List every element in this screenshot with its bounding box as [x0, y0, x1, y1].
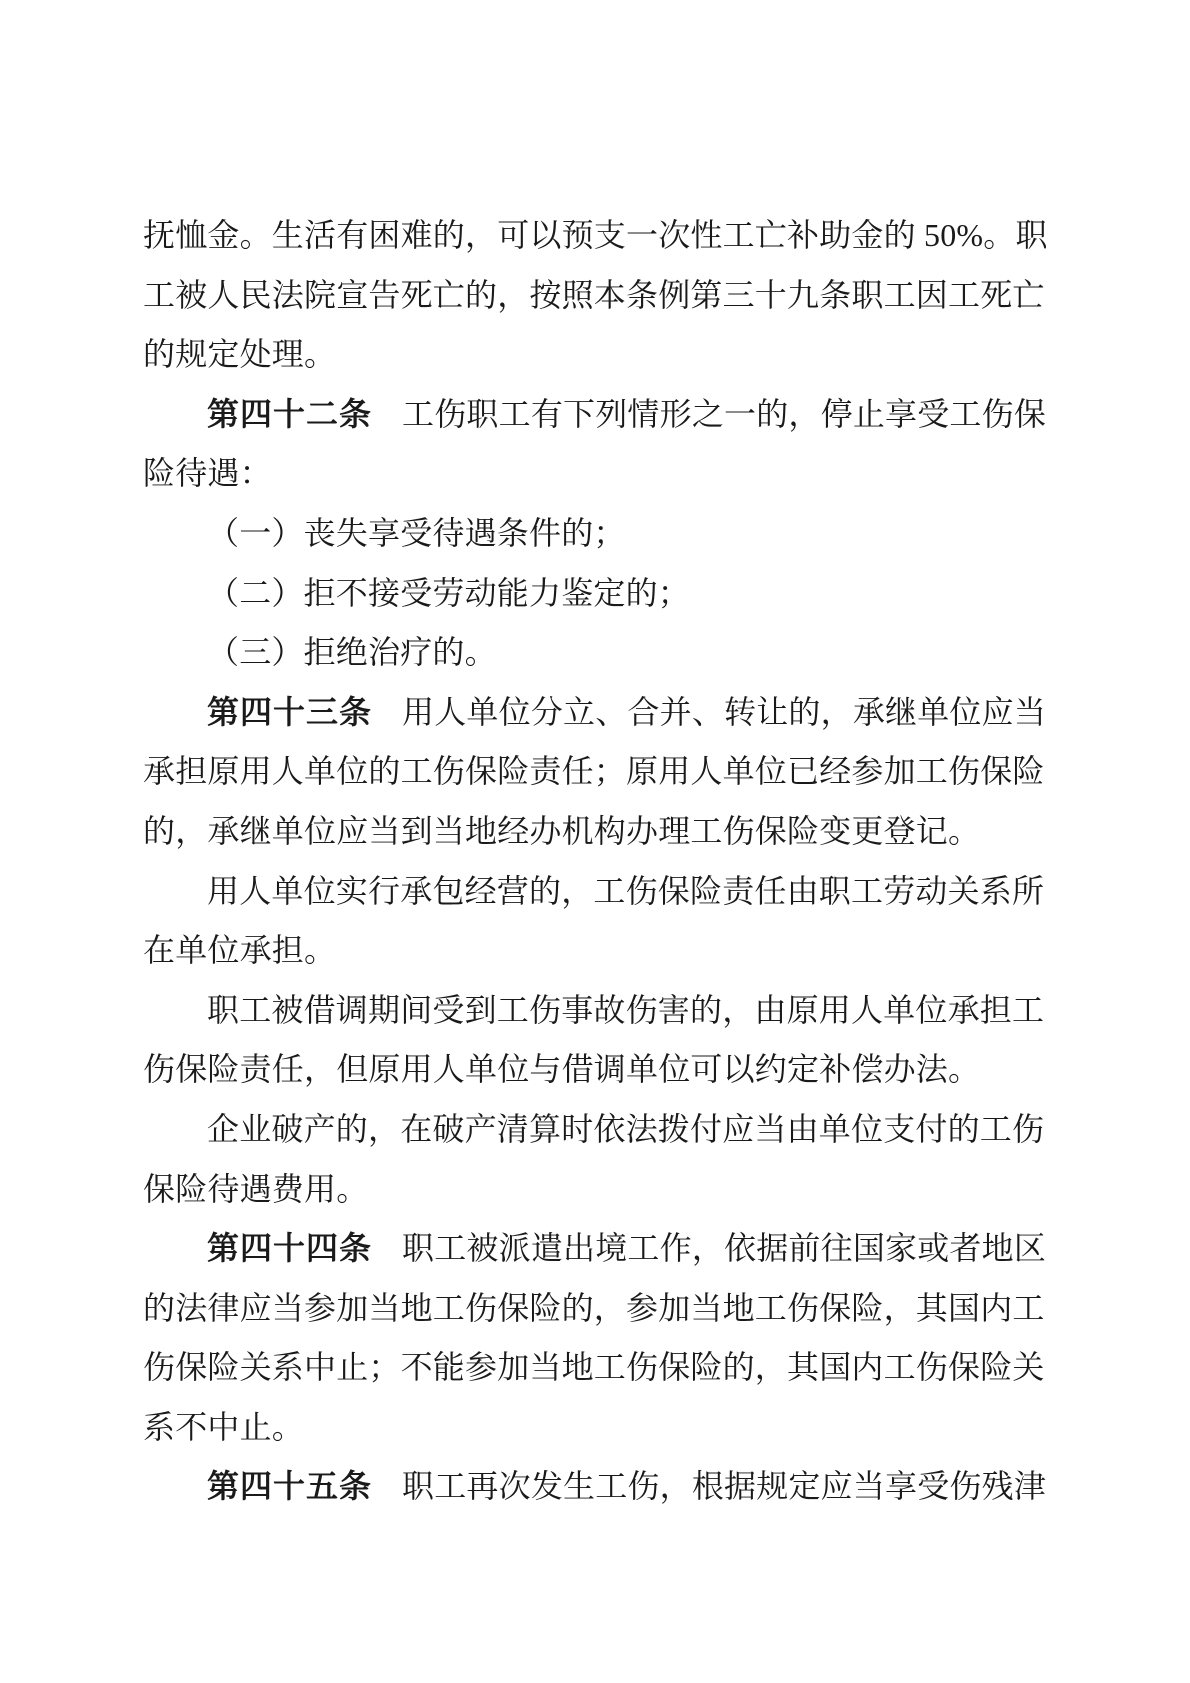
line-text: 工伤职工有下列情形之一的，停止享受工伤保: [402, 395, 1047, 432]
article-number: 第四十三条: [207, 693, 373, 730]
paragraph: [143, 385, 1047, 504]
paragraph: [143, 564, 1044, 624]
text-line: [143, 862, 1044, 922]
article-number: 第四十四条: [207, 1230, 373, 1267]
line-text: 职工被派遣出境工作，依据前往国家或者地区: [402, 1230, 1047, 1267]
paragraph: [143, 504, 1044, 564]
article-number: 第四十五条: [207, 1468, 373, 1505]
line-text: 企业破产的，在破产清算时依法拨付应当由单位支付的工伤: [207, 1110, 1045, 1147]
paragraph: [143, 862, 1044, 981]
text-line: [143, 1040, 1044, 1100]
paragraph: [143, 623, 1044, 683]
text-line: [143, 564, 1044, 624]
text-line: [143, 385, 1047, 445]
paragraph: [143, 981, 1044, 1100]
text-line: [143, 444, 1044, 504]
line-text: 的法律应当参加当地工伤保险的，参加当地工伤保险，其国内工: [143, 1289, 1045, 1326]
line-text: 抚恤金。生活有困难的，可以预支一次性工亡补助金的 50%。职: [143, 217, 1048, 253]
text-line: [143, 1398, 1044, 1458]
line-text: 工被人民法院宣告死亡的，按照本条例第三十九条职工因工死亡: [143, 276, 1045, 313]
text-line: [143, 742, 1044, 802]
text-line: [143, 921, 1044, 981]
text-line: [143, 1100, 1044, 1160]
line-text: 伤保险责任，但原用人单位与借调单位可以约定补偿办法。: [143, 1051, 981, 1088]
line-text: （二）拒不接受劳动能力鉴定的；: [207, 574, 691, 611]
text-line: [143, 802, 1044, 862]
text-line: [143, 981, 1044, 1041]
line-text: 险待遇：: [143, 455, 272, 492]
text-line: [143, 1457, 1047, 1517]
text-line: [143, 266, 1044, 326]
text-line: [143, 504, 1044, 564]
line-text: （一）丧失享受待遇条件的；: [207, 514, 626, 551]
text-line: [143, 1160, 1044, 1220]
text-line: [143, 1279, 1044, 1339]
line-text: （三）拒绝治疗的。: [207, 634, 497, 671]
document-body: [143, 206, 1048, 1517]
line-text: 的规定处理。: [143, 336, 337, 373]
line-text: 职工再次发生工伤，根据规定应当享受伤残津: [402, 1468, 1047, 1505]
line-text: 的，承继单位应当到当地经办机构办理工伤保险变更登记。: [143, 812, 981, 849]
line-text: 用人单位实行承包经营的，工伤保险责任由职工劳动关系所: [207, 872, 1045, 909]
text-line: [143, 683, 1047, 743]
text-line: [143, 206, 1048, 266]
line-text: 伤保险关系中止；不能参加当地工伤保险的，其国内工伤保险关: [143, 1349, 1045, 1386]
paragraph: [143, 683, 1047, 862]
text-line: [143, 1219, 1047, 1279]
line-text: 用人单位分立、合并、转让的，承继单位应当: [402, 693, 1047, 730]
line-text: 系不中止。: [143, 1408, 305, 1445]
paragraph: [143, 206, 1048, 385]
line-text: 职工被借调期间受到工伤事故伤害的，由原用人单位承担工: [207, 991, 1045, 1028]
text-line: [143, 325, 1044, 385]
paragraph: [143, 1457, 1047, 1517]
line-text: 在单位承担。: [143, 932, 337, 969]
line-text: 保险待遇费用。: [143, 1170, 369, 1207]
text-line: [143, 1338, 1044, 1398]
line-text: 承担原用人单位的工伤保险责任；原用人单位已经参加工伤保险: [143, 753, 1045, 790]
article-number: 第四十二条: [207, 395, 373, 432]
text-line: [143, 623, 1044, 683]
paragraph: [143, 1219, 1047, 1457]
paragraph: [143, 1100, 1044, 1219]
